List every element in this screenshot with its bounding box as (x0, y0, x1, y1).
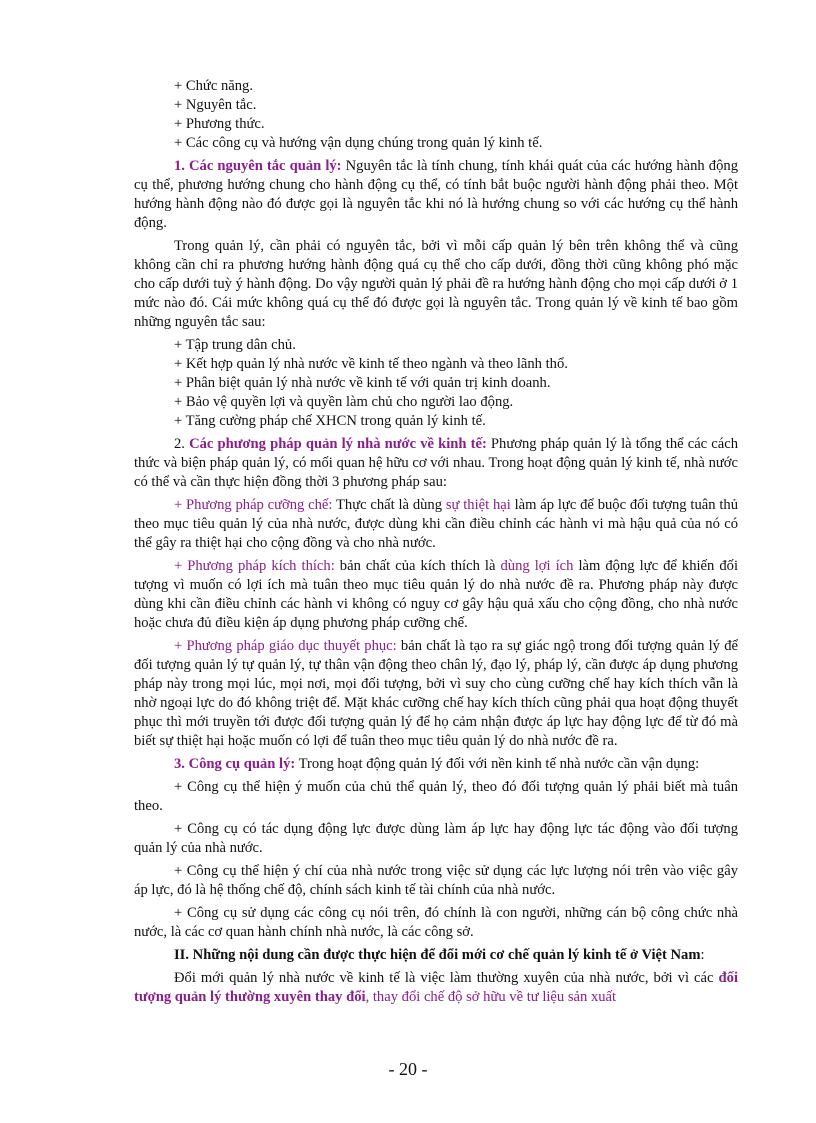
method-coercion-text: Thực chất là dùng (332, 497, 446, 513)
principles-explanation: Trong quản lý, cần phải có nguyên tắc, bởi vì mỗi cấp quản lý bên trên không thể và cũng không cần chỉ ra phương hướng hành động quá cụ thể cho cấp dưới, đồng thời cũng không phó mặc cho cấp dưới tuỳ ý hành động. Do vậy người quản lý phải đề ra hướng hành động cho mọi cấp dưới ở 1 mức nào đó. Cái mức không quá cụ thể đó được gọi là nguyên tắc. Trong quản lý về kinh tế bao gồm những nguyên tắc sau: (134, 238, 738, 330)
method-incentive-text: bản chất của kích thích là (334, 558, 501, 574)
intro-item: + Chức năng. (174, 78, 253, 94)
tool-item: + Công cụ có tác dụng động lực được dùng làm áp lực hay động lực tác động vào đối tượng quản lý của nhà nước. (134, 821, 738, 856)
tool-item: + Công cụ sử dụng các công cụ nói trên, đó chính là con người, những cán bộ công chức nhà nước, là các cơ quan hành chính nhà nước, là các công sở. (134, 905, 738, 940)
principles-definition: Nguyên tắc là tính chung, tính khái quát của các hướng hành động cụ thể, phương hướng chung cho hành động cụ thể, có tính bắt buộc người hành động phải theo. Một hướng hành động nào đó được gọi là nguyên tắc khi nó là hướng chung so với các hướng cụ thể hành động. (134, 158, 738, 231)
intro-item: + Nguyên tắc. (174, 97, 257, 113)
section-ii-paragraph (134, 969, 738, 1007)
method-incentive-highlight: dùng lợi ích (500, 558, 574, 574)
method-coercion-highlight: sự thiệt hại (445, 497, 511, 513)
section-ii-title: II. Những nội dung cần được thực hiện để đổi mới cơ chế quản lý kinh tế ở Việt Nam (174, 947, 701, 963)
intro-item: + Phương thức. (174, 116, 265, 132)
principle-item: + Kết hợp quản lý nhà nước về kinh tế theo ngành và theo lãnh thổ. (174, 356, 568, 372)
section-ii-text-2: , thay đổi chế độ sở hữu về tư liệu sản xuất (365, 989, 617, 1005)
principle-item: + Tăng cường pháp chế XHCN trong quản lý kinh tế. (174, 413, 486, 429)
page-number: - 20 - (388, 1059, 428, 1079)
method-persuasion-text: bản chất là tạo ra sự giác ngộ trong đối tượng quản lý để đối tượng quản lý tự quản lý, tự thân vận động theo chân lý, đạo lý, pháp lý, cần được áp dụng phương pháp này trong mọi lúc, mọi nơi, mọi đối tượng, bởi vì suy cho cùng cưỡng chế hay kích thích vẫn là nhờ ngoại lực do đó không triệt để. Mặt khác cưỡng chế hay kích thích cũng phải qua hoạt động thuyết phục thì mới truyền tới được đối tượng quản lý để họ cảm nhận được áp lực hay động lực để từ đó mà biết sự thiệt hại hoặc muốn có lợi để tuân theo mục tiêu quản lý do nhà nước đề ra. (134, 638, 738, 749)
method-persuasion (134, 637, 738, 751)
section-ii-colon: : (700, 947, 705, 963)
tool-item: + Công cụ thể hiện ý chí của nhà nước trong việc sử dụng các lực lượng nói trên vào việc gây áp lực, đó là hệ thống chế độ, chính sách kinh tế tài chính của nhà nước. (134, 863, 738, 898)
section-ii-highlight: đối tượng quản lý thường xuyên thay đổi (134, 970, 738, 1005)
method-coercion-label: + Phương pháp cưỡng chế: (174, 497, 333, 513)
section-ii-text: Đổi mới quản lý nhà nước về kinh tế là việc làm thường xuyên của nhà nước, bởi vì các (174, 970, 719, 986)
methods-number: 2. (174, 436, 190, 452)
principle-item: + Tập trung dân chủ. (174, 337, 296, 353)
methods-heading: Các phương pháp quản lý nhà nước về kinh tế: (189, 436, 487, 452)
method-incentive-label: + Phương pháp kích thích: (174, 558, 335, 574)
section-ii-heading (134, 946, 738, 965)
method-coercion (134, 496, 738, 553)
methods-definition: Phương pháp quản lý là tổng thể các cách thức và biện pháp quản lý, có mối quan hệ hữu cơ với nhau. Trong hoạt động quản lý kinh tế, nhà nước có thể và cần thực hiện đồng thời 3 phương pháp sau: (134, 436, 738, 490)
principles-paragraph (134, 157, 738, 233)
method-coercion-text-2: làm áp lực để buộc đối tượng tuân thủ theo mục tiêu quản lý của nhà nước, được dùng khi cần điều chỉnh các hành vi mà hậu quả của nó có thể gây ra thiệt hại cho cộng đồng và cho nhà nước. (134, 497, 738, 551)
intro-item: + Các công cụ và hướng vận dụng chúng trong quản lý kinh tế. (174, 135, 543, 151)
methods-paragraph (134, 435, 738, 492)
tools-paragraph (134, 755, 738, 774)
principles-heading: 1. Các nguyên tắc quản lý: (174, 158, 342, 174)
tools-intro: Trong hoạt động quản lý đối với nền kinh tế nhà nước cần vận dụng: (295, 756, 700, 772)
tools-heading: 3. Công cụ quản lý: (174, 756, 296, 772)
tool-item: + Công cụ thể hiện ý muốn của chủ thể quản lý, theo đó đối tượng quản lý phải biết mà tuân theo. (134, 779, 738, 814)
principle-item: + Phân biệt quản lý nhà nước về kinh tế với quản trị kinh doanh. (174, 375, 551, 391)
method-incentive (134, 557, 738, 633)
page-content (134, 77, 738, 1007)
method-incentive-text-2: làm động lực để khiến đối tượng vì muốn có lợi ích mà tuân theo mục tiêu quản lý do nhà nước đề ra. Phương pháp này được dùng khi cần điều chỉnh các hành vi không có nguy cơ gây hậu quả xấu cho cộng đồng, cho nhà nước hoặc chưa đủ điều kiện áp dụng phương pháp cưỡng chế. (134, 558, 739, 631)
method-persuasion-label: + Phương pháp giáo dục thuyết phục: (174, 638, 397, 654)
principle-item: + Bảo vệ quyền lợi và quyền làm chủ cho người lao động. (174, 394, 514, 410)
